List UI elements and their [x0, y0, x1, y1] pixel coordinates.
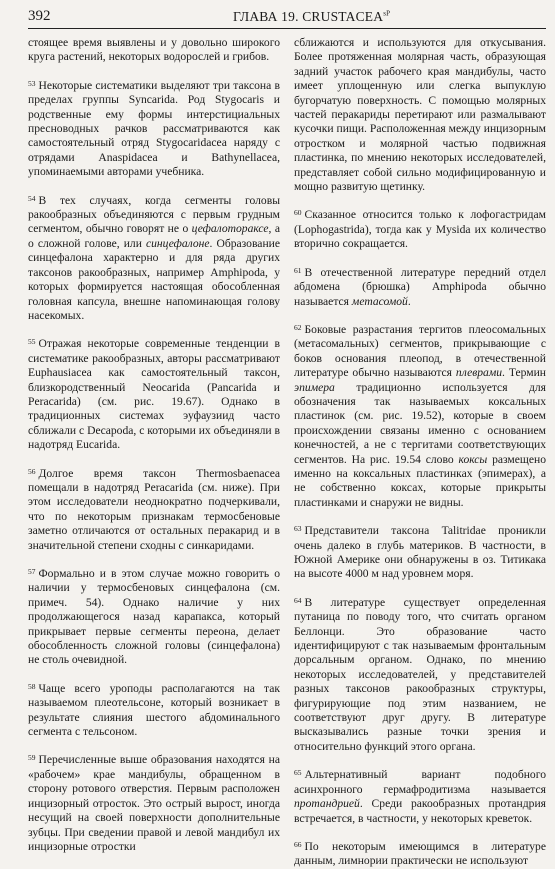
italic-term: метасомой — [351, 294, 408, 308]
footnote-number: 60 — [294, 208, 302, 218]
italic-term: протандрией — [294, 797, 360, 811]
footnote-paragraph — [28, 680, 280, 740]
footnote-number: 59 — [28, 753, 36, 763]
left-column — [28, 36, 280, 856]
footnote-text: . — [407, 294, 411, 308]
footnote-paragraph — [294, 594, 546, 754]
footnote-number: 53 — [28, 78, 36, 88]
footnote-text: По некоторым имеющимся в литературе данным, лимнории практически не используют — [294, 839, 546, 868]
footnote-paragraph — [294, 36, 546, 194]
footnote-number: 57 — [28, 567, 36, 576]
italic-term: плеврами — [455, 366, 503, 380]
footnote-paragraph — [294, 522, 546, 582]
footnote-text: Сказанное относится только к лофогастридам (Lophogastrida), тогда как у Mysida их количество вторично сокращается. — [294, 208, 546, 251]
footnote-text: В отечественной литературе передний отдел абдомена (брюшка) Amphipoda обычно называется — [294, 265, 546, 308]
footnote-text: В литературе существует определенная путаница по поводу того, что считать органом Беллонци. Это образование часто идентифицируют с так называемым фронтальным дорсальным органом. Однако, по мнению некоторых исследователей, у представителей разных таксонов ракообразных структуры, фигурирующие под этим названием, не соответствуют друг другу. В литературе высказывались разные точки зрения и относительно функций этого органа. — [294, 595, 546, 753]
page-header — [28, 6, 546, 29]
footnote-number: 61 — [294, 265, 302, 275]
footnote-text: традиционно используется для обозначения так называемых коксальных пластинок (см. рис. 19.52), которые в своем происхождении связаны именно с основанием конечностей, а не с тергитами соответствующих сегментов. На рис. 19.54 слово — [294, 380, 546, 466]
footnote-number: 56 — [28, 466, 36, 476]
footnote-text: В тех случаях, когда сегменты головы ракообразных объединяются с первым грудным сегментом, обычно говорят не о — [28, 193, 280, 236]
footnote-text: . Образование синцефалона характерно и для ряда других таксонов ракообразных, например Amphipoda, у которых формируется настоящая обособленная головная капсула, внешне напоминающая голову насекомых. — [28, 236, 280, 322]
footnote-number: 65 — [294, 768, 302, 778]
footnote-text: Некоторые систематики выделяют три таксона в пределах группы Syncarida. Род Stygocaris и родственные ему формы интерстициальных пресноводных рачков рассматриваются как самостоятельный отряд Stygocaridacea наряду с отрядами Anaspidacea и Bathynellacea, упоминаемыми авторами учебника. — [28, 78, 280, 179]
footnote-number: 55 — [28, 337, 36, 347]
footnote-paragraph — [294, 206, 546, 251]
footnote-paragraph — [294, 264, 546, 309]
footnote-paragraph — [294, 838, 546, 869]
footnote-text: , а о сложной голове, или — [28, 222, 280, 250]
footnote-paragraph — [28, 36, 280, 65]
footnote-text: Формально и в этом случае можно говорить о наличии у термосбеновых синцефалона (см. примеч. 54). Однако наличие у них продолжающегося назад карапакса, который прикрывает первые сегменты переона, делает обособленность сложной головы (синцефалона) не столь очевидной. — [28, 567, 280, 667]
footnote-text: . Среди ракообразных протандрия встречается, в частности, у некоторых креветок. — [294, 797, 546, 825]
chapter-title — [233, 9, 390, 25]
footnote-text: Чаще всего уроподы располагаются на так называемом плеотельсоне, который возникает в результате слияния шестого абдоминального сегмента с тельсоном. — [28, 681, 280, 739]
footnote-number: 54 — [28, 193, 36, 203]
chapter-title-text: ГЛАВА 19. CRUSTACEA — [233, 9, 384, 24]
footnote-paragraph — [28, 751, 280, 854]
footnote-paragraph — [294, 321, 546, 510]
footnote-paragraph — [28, 77, 280, 180]
footnote-paragraph — [28, 565, 280, 668]
italic-term: эпимера — [294, 380, 335, 394]
footnote-text: Перечисленные выше образования находятся на «рабочем» крае мандибулы, обращенном в сторону ротового отверстия. Первым расположен инцизорный отросток. Это острый вырост, иногда несущий на своей поверхности дополнительные зубцы. При сведении правой и левой мандибул их инцизорные отростки — [28, 753, 280, 853]
footnote-number: 63 — [294, 524, 302, 534]
footnote-text: размещено именно на коксальных пластинках (эпимерах), а не собственно коксах, которые прикрыты пластинками и снаружи не видны. — [294, 452, 546, 509]
footnote-paragraph — [28, 465, 280, 553]
footnote-paragraph — [28, 335, 280, 452]
footnote-number: 62 — [294, 322, 302, 332]
footnote-number: 64 — [294, 595, 302, 605]
footnote-text: Отражая некоторые современные тенденции в систематике ракообразных, авторы рассматривают Euphausiacea как самостоятельный таксон, близкородственный Neocarida (Pancarida и Peracarida) (см. рис. 19.67). Однако в традиционных системах эуфаузиид часто сближали с Decapoda, с которыми их объединяли в надотряд Eucarida. — [28, 337, 280, 452]
footnote-number: 66 — [294, 839, 302, 849]
footnote-text: сближаются и используются для откусывания. Более протяженная молярная часть, образующая задний участок рабочего края мандибулы, часто имеет уплощенную или слегка выпуклую бугорчатую поверхность. С помощью молярных частей перакариды перетирают или размалывают кусочки пищи. Расположенная между инцизорным отростком и молярной частью подвижная пластинка, по мнению некоторых исследователей, представляет собой сильно модифицированную и мощно развитую щетинку. — [294, 36, 546, 194]
footnote-text: Долгое время таксон Thermosbaenacea помещали в надотряд Peracarida (см. ниже). При этом исследователи неоднократно подчеркивали, что по некоторым признакам термосбеновые заметно отличаются от остальных перакарид и в значительной степени сходны с синкаридами. — [28, 466, 280, 552]
footnote-text: Боковые разрастания тергитов плеосомальных (метасомальных) сегментов, прикрывающие с боков основания плеопод, в отечественной литературе обычно называются — [294, 322, 546, 380]
footnote-text: Альтернативный вариант подобного асинхронного гермафродитизма называется — [294, 768, 546, 796]
italic-term: цефалотораксе — [191, 222, 269, 236]
footnote-text: . Термин — [502, 366, 546, 380]
footnote-paragraph — [28, 192, 280, 324]
page-number: 392 — [28, 8, 51, 24]
footnote-text: стоящее время выявлены и у довольно широкого круга растений, некоторых водорослей и грибов. — [28, 36, 280, 64]
footnote-paragraph — [294, 766, 546, 826]
right-column — [294, 36, 546, 868]
italic-term: коксы — [458, 452, 488, 466]
italic-term: синцефалоне — [145, 236, 210, 250]
text-columns — [28, 36, 546, 868]
footnote-number: 58 — [28, 681, 36, 691]
chapter-title-sup: sP — [383, 9, 391, 18]
footnote-text: Представители таксона Talitridae проникли очень далеко в глубь материков. В частности, в Южной Америке они обнаружены в оз. Титикака на высоте 4000 м над уровнем моря. — [294, 524, 546, 581]
